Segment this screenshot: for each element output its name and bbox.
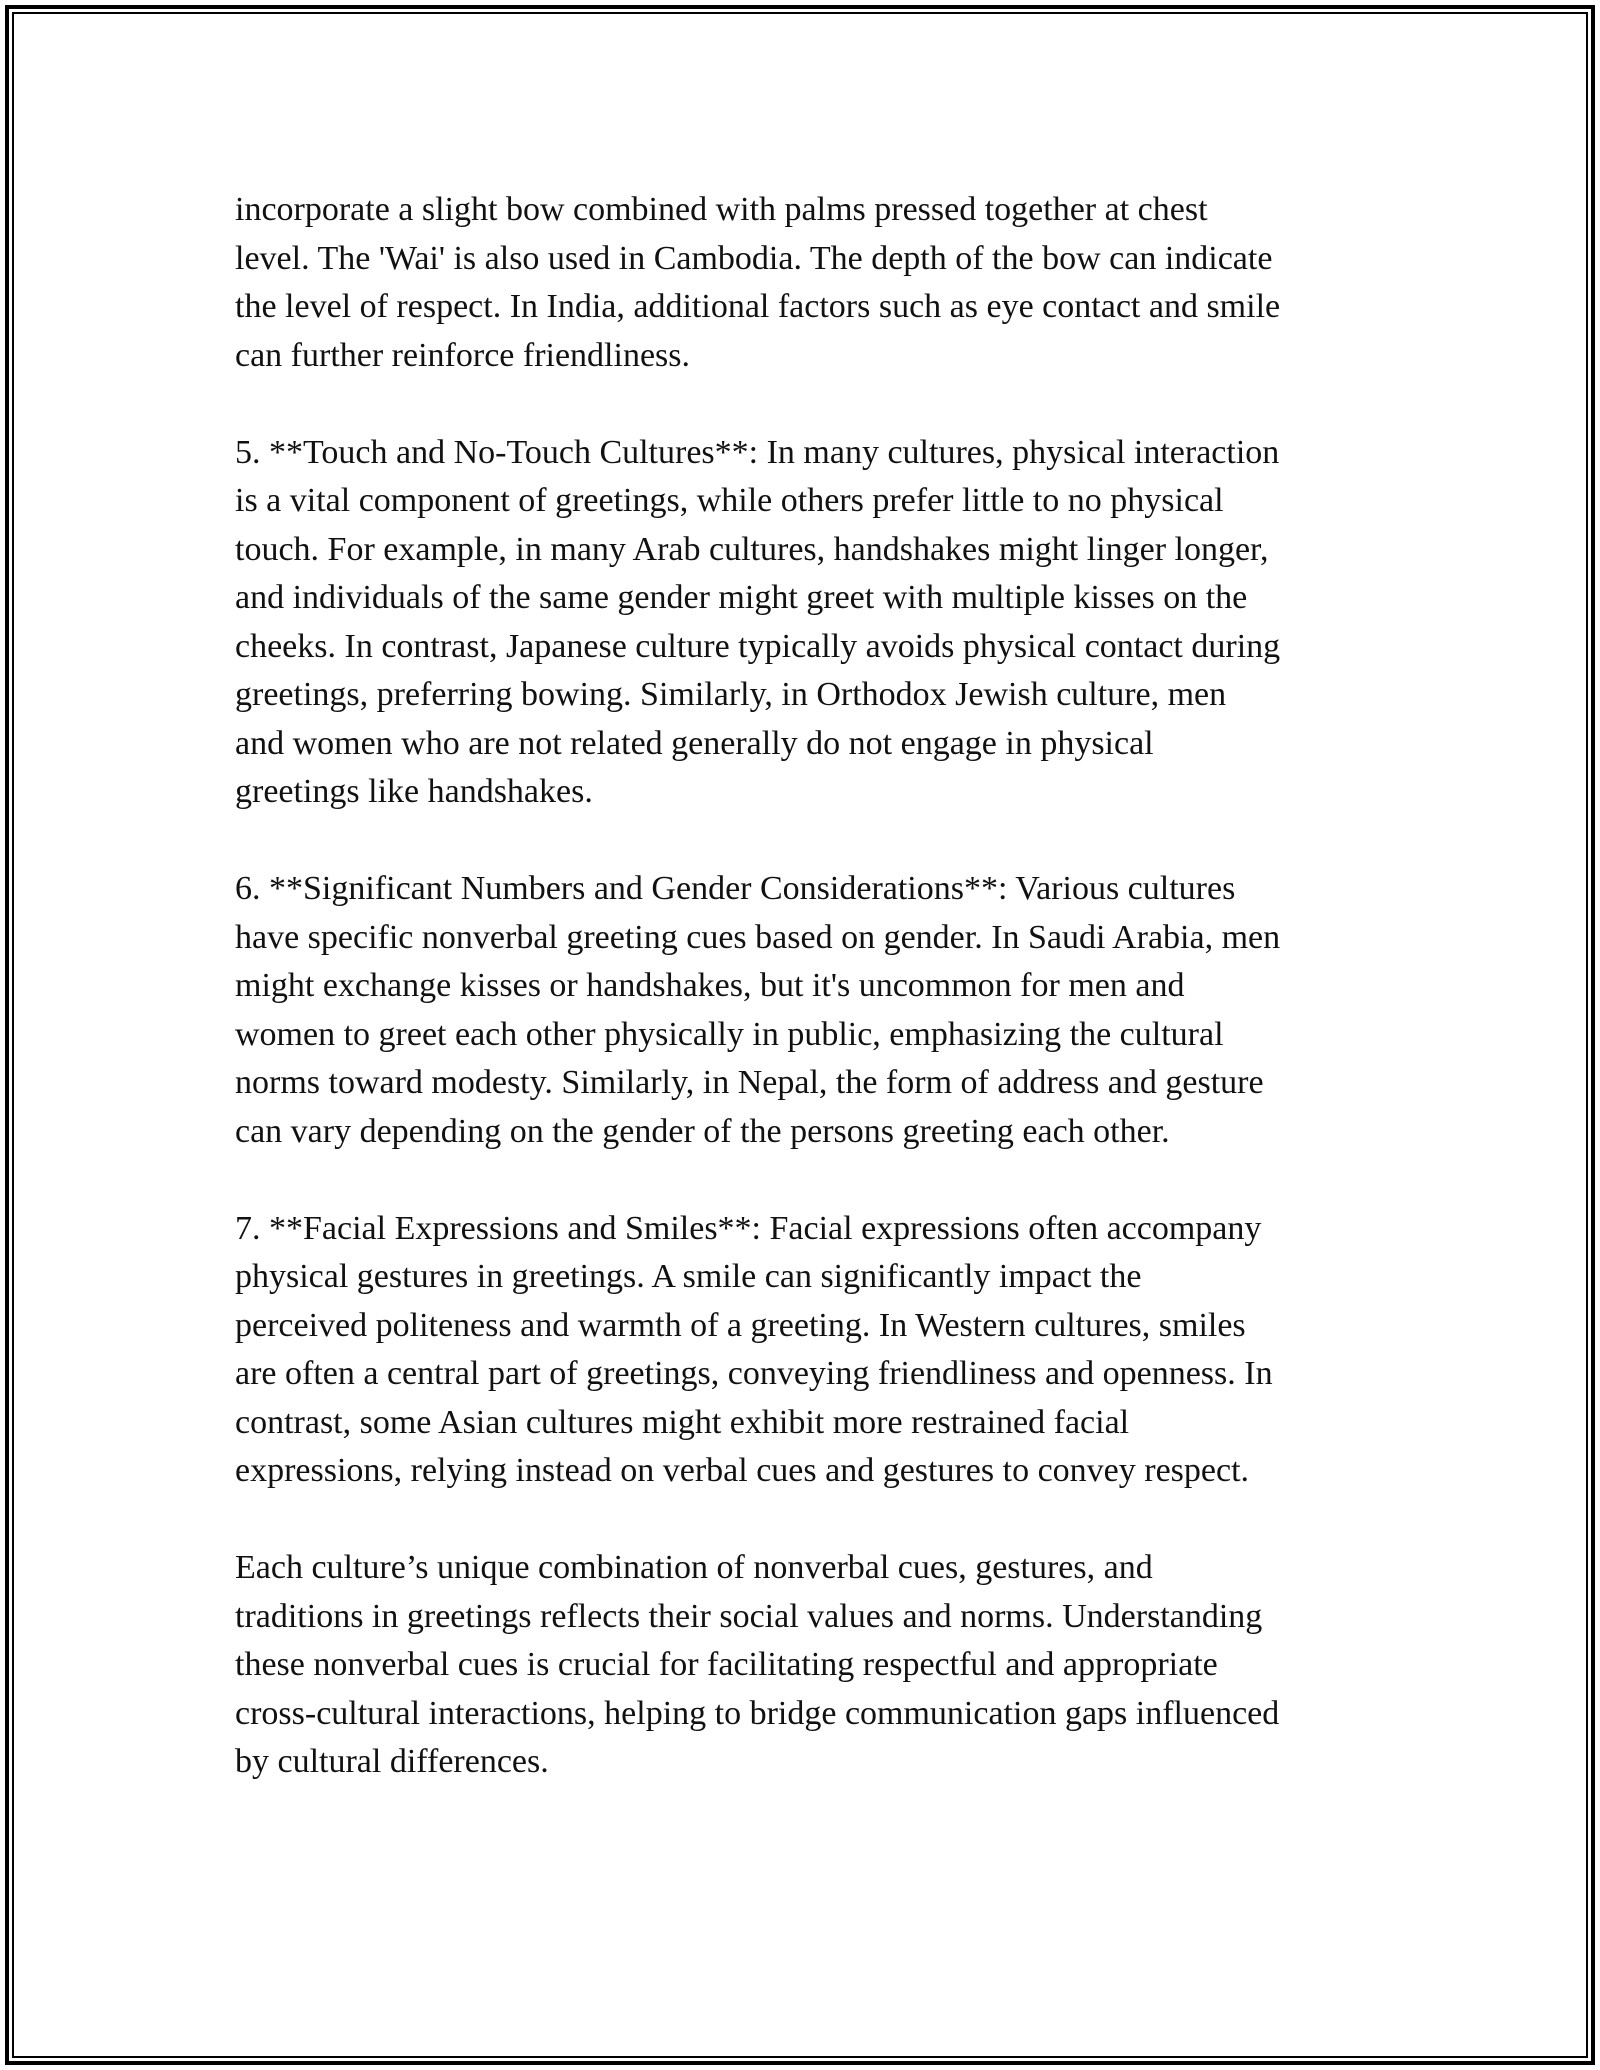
paragraph-continuation: incorporate a slight bow combined with palms pressed together at chest level. The 'Wai' is also used in Cambodia. The depth of the bow can indicate the level of respect. In India, additional factors such as eye contact and smile can further reinforce friendliness. [235, 191, 1281, 374]
paragraph-conclusion: Each culture’s unique combination of nonverbal cues, gestures, and traditions in greetings reflects their social values and norms. Understanding these nonverbal cues is crucial for facilitating respectful and appropriate cross-cultural interactions, helping to bridge communication gaps influenced by cultural differences. [235, 1549, 1280, 1780]
document-body [235, 186, 1375, 1835]
paragraph-gender-considerations: 6. **Significant Numbers and Gender Considerations**: Various cultures have specific nonverbal greeting cues based on gender. In Saudi Arabia, men might exchange kisses or handshakes, but it's uncommon for men and women to greet each other physically in public, emphasizing the cultural norms toward modesty. Similarly, in Nepal, the form of address and gesture can vary depending on the gender of the persons greeting each other. [235, 870, 1281, 1150]
paragraph-touch-cultures: 5. **Touch and No-Touch Cultures**: In many cultures, physical interaction is a vital component of greetings, while others prefer little to no physical touch. For example, in many Arab cultures, handshakes might linger longer, and individuals of the same gender might greet with multiple kisses on the cheeks. In contrast, Japanese culture typically avoids physical contact during greetings, preferring bowing. Similarly, in Orthodox Jewish culture, men and women who are not related generally do not engage in physical greetings like handshakes. [235, 433, 1281, 810]
paragraph-facial-expressions: 7. **Facial Expressions and Smiles**: Facial expressions often accompany physical gestures in greetings. A smile can significantly impact the perceived politeness and warmth of a greeting. In Western cultures, smiles are often a central part of greetings, conveying friendliness and openness. In contrast, some Asian cultures might exhibit more restrained facial expressions, relying instead on verbal cues and gestures to convey respect. [235, 1209, 1273, 1489]
